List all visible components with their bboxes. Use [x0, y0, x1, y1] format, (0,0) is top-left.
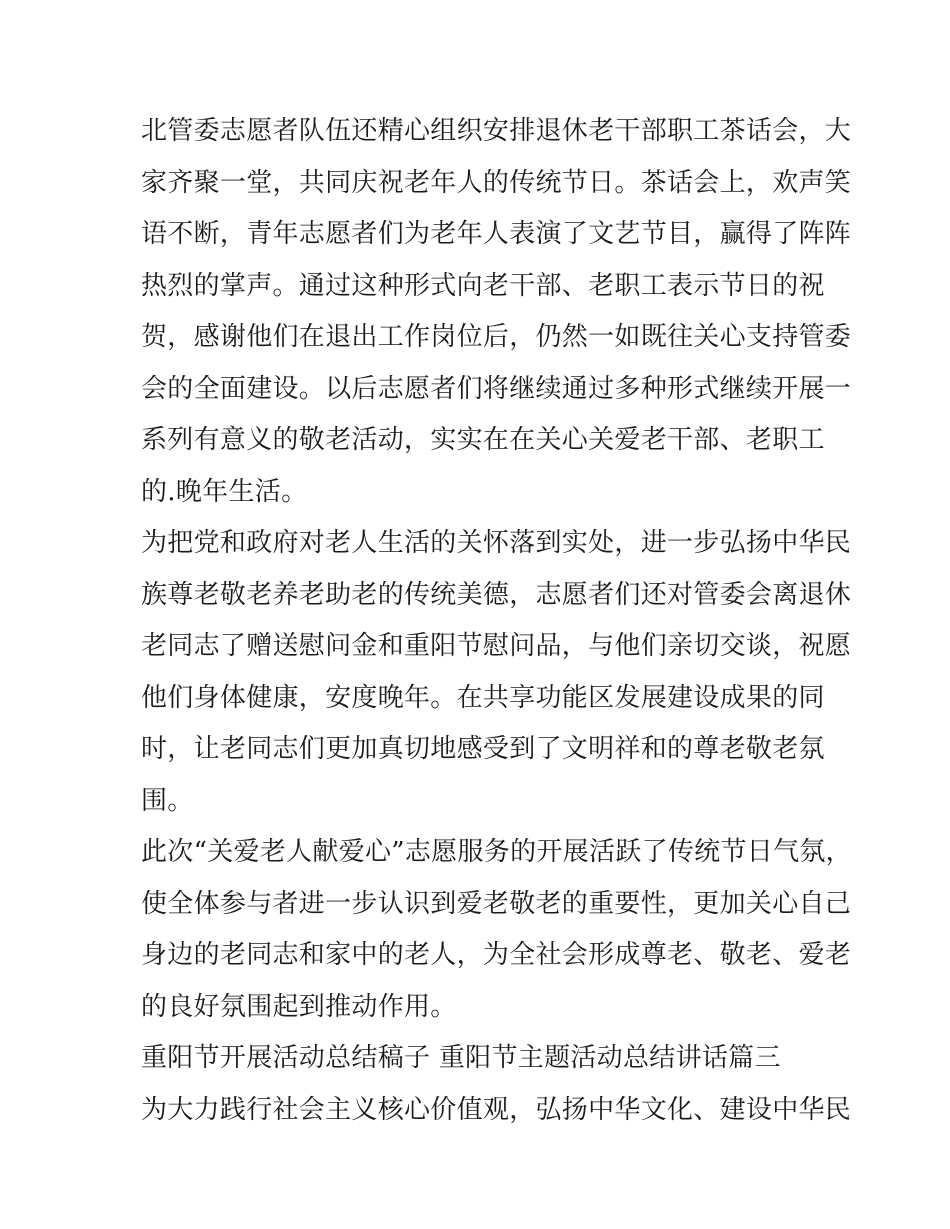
document-body: [141, 106, 852, 1136]
text-line: 使全体参与者进一步认识到爱老敬老的重要性，更加关心自己: [141, 888, 852, 919]
text-line: 家齐聚一堂，共同庆祝老年人的传统节日。茶话会上，欢声笑: [141, 167, 852, 198]
text-line: 的.晚年生活。: [141, 476, 308, 507]
text-line: 为大力践行社会主义核心价值观，弘扬中华文化、建设中华民: [141, 1094, 852, 1125]
text-line: 此次“关爱老人献爱心”志愿服务的开展活跃了传统节日气氛，: [141, 837, 852, 867]
text-line: 为把党和政府对老人生活的关怀落到实处，进一步弘扬中华民: [141, 528, 852, 558]
text-line: 系列有意义的敬老活动，实实在在关心关爱老干部、老职工: [141, 425, 825, 455]
text-line: 热烈的掌声。通过这种形式向老干部、老职工表示节日的祝: [141, 270, 825, 301]
text-line: 语不断，青年志愿者们为老年人表演了文艺节目，赢得了阵阵: [141, 219, 852, 249]
text-line: 族尊老敬老养老助老的传统美德，志愿者们还对管委会离退休: [141, 579, 852, 610]
text-line: 北管委志愿者队伍还精心组织安排退休老干部职工茶话会，大: [141, 116, 852, 146]
text-line: 身边的老同志和家中的老人，为全社会形成尊老、敬老、爱老: [141, 940, 852, 970]
section-heading: 重阳节开展活动总结稿子 重阳节主题活动总结讲话篇三: [141, 1043, 781, 1073]
text-line: 老同志了赠送慰问金和重阳节慰问品，与他们亲切交谈，祝愿: [141, 631, 852, 661]
text-line: 会的全面建设。以后志愿者们将继续通过多种形式继续开展一: [141, 373, 852, 404]
text-line: 围。: [141, 785, 194, 816]
text-line: 的良好氛围起到推动作用。: [141, 991, 457, 1022]
text-line: 时，让老同志们更加真切地感受到了文明祥和的尊老敬老氛: [141, 734, 825, 764]
text-line: 贺，感谢他们在退出工作岗位后，仍然一如既往关心支持管委: [141, 322, 852, 352]
text-line: 他们身体健康，安度晚年。在共享功能区发展建设成果的同: [141, 682, 825, 713]
